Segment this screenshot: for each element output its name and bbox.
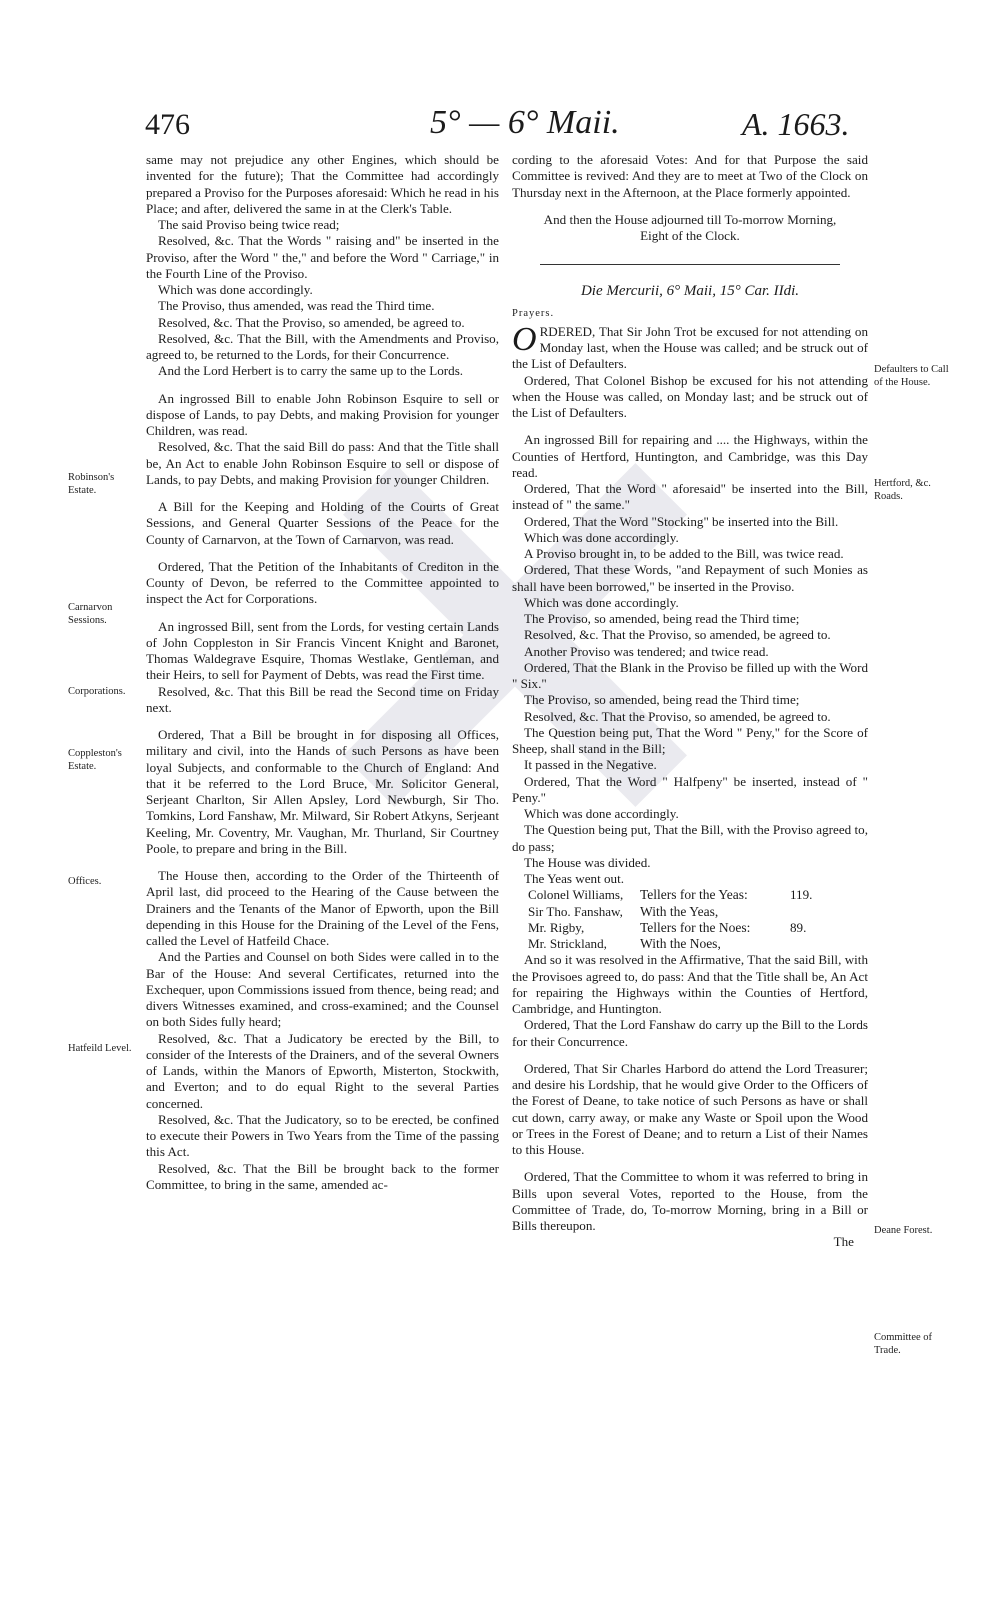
page-date: 5° — 6° Maii. (430, 104, 620, 141)
paragraph: The Question being put, That the Word " Peny," for the Score of Sheep, shall stand in the Bill; (512, 724, 868, 756)
paragraph: Another Proviso was tendered; and twice read. (524, 643, 769, 659)
teller-role: Tellers for the Yeas: (640, 887, 748, 903)
paragraph: Ordered, That the Committee to whom it was referred to bring in Bills upon several Votes, reported to the House, from the Committee of Trade, do, To-morrow Morning, bring in a Bill or Bills thereupon. (512, 1169, 868, 1233)
margin-note: Robinson's Estate. (68, 472, 115, 496)
prayers-label: Prayers. (512, 307, 555, 319)
paragraph: The Proviso, thus amended, was read the Third time. (158, 298, 435, 314)
paragraph: Which was done accordingly. (524, 594, 679, 610)
paragraph: Ordered, That the Word "Stocking" be inserted into the Bill. (524, 513, 839, 529)
paragraph: same may not prejudice any other Engines, which should be invented for the future); That the Committee had accordingly prepared a Proviso for the Purposes aforesaid: Which he read in his Place; and after, delivered the same in at the Clerk's Table. (146, 152, 499, 216)
day-title: Die Mercurii, 6° Maii, 15° Car. IIdi. (580, 283, 800, 300)
teller-name: Mr. Strickland, (528, 936, 607, 951)
margin-note: Defaulters to Call of the House. (874, 364, 949, 388)
paragraph: And the Lord Herbert is to carry the same up to the Lords. (158, 363, 464, 379)
paragraph: Which was done accordingly. (524, 529, 679, 545)
paragraph: Resolved, &c. That the Bill be brought back to the former Committee, to bring in the same, amended ac- (146, 1160, 499, 1192)
margin-note: Committee of Trade. (874, 1332, 933, 1356)
paragraph: An ingrossed Bill, sent from the Lords, for vesting certain Lands of John Coppleston in Sir Francis Vincent Knight and Baronet, Thomas Waldegrave Esquire, Thomas Westlake, Gentleman, and their Heirs, to sell for Payment of Debts, was read the First time. (146, 618, 499, 683)
paragraph: And the Parties and Counsel on both Sides were called in to the Bar of the House: And several Certificates, returned into the Exchequer, upon Commissions issued from thence, being read; and divers Witnesses examined, and cross-examined; and the Counsel on both Sides fully heard; (146, 949, 499, 1030)
adjournment-note: And then the House adjourned till To-morrow Morning, Eight of the Clock. (543, 211, 837, 243)
paragraph: Resolved, &c. That a Judicatory be erected by the Bill, to consider of the Interests of the Drainers, and of the several Owners of Lands, within the Manors of Epworth, Misterton, Stockwith, and Everton; and to do equal Right to the several Parties concerned. (146, 1030, 499, 1111)
paragraph: Resolved, &c. That the Proviso, so amended, be agreed to. (524, 708, 831, 724)
paragraph: Ordered, That the Lord Fanshaw do carry up the Bill to the Lords for their Concurrence. (512, 1017, 868, 1049)
left-column (146, 152, 499, 1193)
paragraph: Resolved, &c. That the Bill, with the Amendments and Proviso, agreed to, be returned to the Lords, for their Concurrence. (146, 330, 499, 362)
paragraph: Ordered, That Colonel Bishop be excused for his not attending when the House was called, on Monday last; and be struck out of the List of Defaulters. (512, 372, 868, 420)
paragraph: The House was divided. (524, 854, 651, 870)
teller-role: With the Noes, (640, 936, 721, 951)
paragraph: Resolved, &c. That the Judicatory, so to be erected, be confined to execute their Powers in Two Years from the Time of the passing this Act. (146, 1111, 499, 1160)
paragraph: The Proviso, so amended, being read the Third time; (524, 611, 800, 626)
teller-name: Sir Tho. Fanshaw, (528, 903, 623, 919)
margin-note: Carnarvon Sessions. (68, 602, 113, 626)
teller-count (790, 936, 820, 952)
teller-role: With the Yeas, (640, 903, 719, 919)
margin-note: Hatfeild Level. (68, 1043, 132, 1054)
margin-note: Deane Forest. (874, 1225, 933, 1236)
paragraph: Ordered, That the Word " Halfpeny" be inserted, instead of " Peny." (512, 773, 868, 805)
paragraph: Resolved, &c. That this Bill be read the Second time on Friday next. (146, 683, 499, 715)
margin-note: Corporations. (68, 686, 126, 697)
paragraph: Which was done accordingly. (524, 806, 679, 821)
paragraph: Ordered, That the Petition of the Inhabitants of Crediton in the County of Devon, be referred to the Committee appointed to inspect the Act for Corporations. (146, 558, 499, 607)
paragraph: An ingrossed Bill to enable John Robinson Esquire to sell or dispose of Lands, to pay Debts, and making Provision for younger Children, was read. (146, 390, 499, 438)
paragraph: Ordered, That a Bill be brought in for disposing all Offices, military and civil, into the Hands of such Persons as have been loyal Subjects, and conformable to the Church of England: And that it be referred to the Lord Bruce, Mr. Solicitor General, Serjeant Charlton, Sir Allen Apsley, Lord Newburgh, Sir Tho. Tomkins, Lord Fanshaw, Mr. Milward, Sir Robert Atkyns, Serjeant Keeling, Mr. Coventry, Mr. Vaughan, Mr. Thurland, Sir Courtney Poole, to prepare and bring in the Bill. (146, 727, 499, 856)
teller-role: Tellers for the Noes: (640, 919, 751, 935)
paragraph: The House then, according to the Order of the Thirteenth of April last, did proceed to the Hearing of the Cause between the Drainers and the Tenants of the Manor of Epworth, upon the Bill depending in this House for the Draining of the Level of the Fens, called the Level of Hatfeild Chace. (146, 868, 499, 948)
paragraph: And so it was resolved in the Affirmative, That the said Bill, with the Provisoes agreed to, do pass: And that the Title shall be, An Act for repairing the Highways within the Counties of Hertford, Cambridge, and Huntington. (512, 952, 868, 1016)
paragraph: Which was done accordingly. (158, 282, 313, 297)
paragraph: A Proviso brought in, to be added to the Bill, was twice read. (524, 546, 844, 561)
teller-name: Mr. Rigby, (528, 919, 585, 935)
right-column (512, 152, 868, 1251)
paragraph: The Question being put, That the Bill, with the Proviso agreed to, do pass; (512, 822, 868, 854)
margin-note: Offices. (68, 876, 102, 887)
teller-count (790, 904, 820, 920)
page-number: 476 (145, 108, 190, 141)
paragraph: Ordered, That the Word " aforesaid" be inserted into the Bill, instead of " the same." (512, 481, 868, 513)
paragraph: Ordered, That Sir Charles Harbord do attend the Lord Treasurer; and desire his Lordship, that he would give Order to the Officers of the Forest of Deane, to take notice of such Persons as have or shall cut down, carry away, or make any Waste or Spoil upon the Wood or Trees in the Forest of Deane; and to return a List of their Names to this House. (512, 1060, 868, 1157)
margin-note: Hertford, &c. Roads. (874, 478, 931, 502)
section-divider (540, 264, 840, 265)
paragraph: cording to the aforesaid Votes: And for that Purpose the said Committee is revived: And they are to meet at Two of the Clock on Thursday next in the Afternoon, at the Place formerly appointed. (512, 152, 868, 200)
paragraph: A Bill for the Keeping and Holding of the Courts of Great Sessions, and General Quarter Sessions of the Peace for the County of Carnarvon, at the Town of Carnarvon, was read. (146, 499, 499, 547)
paragraph: An ingrossed Bill for repairing and .... the Highways, within the Counties of Hertford, Huntington, and Cambridge, was this Day read. (512, 432, 868, 480)
paragraph: Resolved, &c. That the Words " raising and" be inserted in the Proviso, after the Word " the," and before the Word " Carriage," in the Fourth Line of the Proviso. (146, 233, 499, 281)
paragraph: Resolved, &c. That the Proviso, so amended, be agreed to. (524, 627, 831, 643)
paragraph: Resolved, &c. That the Proviso, so amended, be agreed to. (158, 314, 465, 330)
tellers-table (512, 887, 868, 952)
paragraph: Ordered, That these Words, "and Repayment of such Monies as shall have been borrowed," be inserted in the Proviso. (512, 562, 868, 594)
paragraph: Ordered, That the Blank in the Proviso be filled up with the Word " Six." (512, 659, 868, 691)
teller-name: Colonel Williams, (528, 887, 624, 903)
paragraph: The said Proviso being twice read; (158, 217, 340, 232)
drop-cap: O (512, 320, 537, 358)
vote-count-yeas: 119. (790, 887, 813, 903)
paragraph: It passed in the Negative. (524, 757, 657, 773)
paragraph: Resolved, &c. That the said Bill do pass: And that the Title shall be, An Act to enable John Robinson Esquire to sell or dispose of Lands, to pay Debts, and making Provision for younger Children. (146, 439, 499, 487)
paragraph: RDERED, That Sir John Trot be excused for not attending on Monday last, when the House was called; and be struck out of the List of Defaulters. (512, 323, 868, 372)
catchword: The (833, 1234, 854, 1250)
paragraph: The Yeas went out. (524, 871, 625, 886)
vote-count-noes: 89. (790, 919, 807, 935)
paragraph: The Proviso, so amended, being read the Third time; (524, 692, 800, 708)
page-header (0, 104, 992, 148)
page-year: A. 1663. (742, 106, 850, 142)
margin-note: Coppleston's Estate. (68, 748, 122, 772)
